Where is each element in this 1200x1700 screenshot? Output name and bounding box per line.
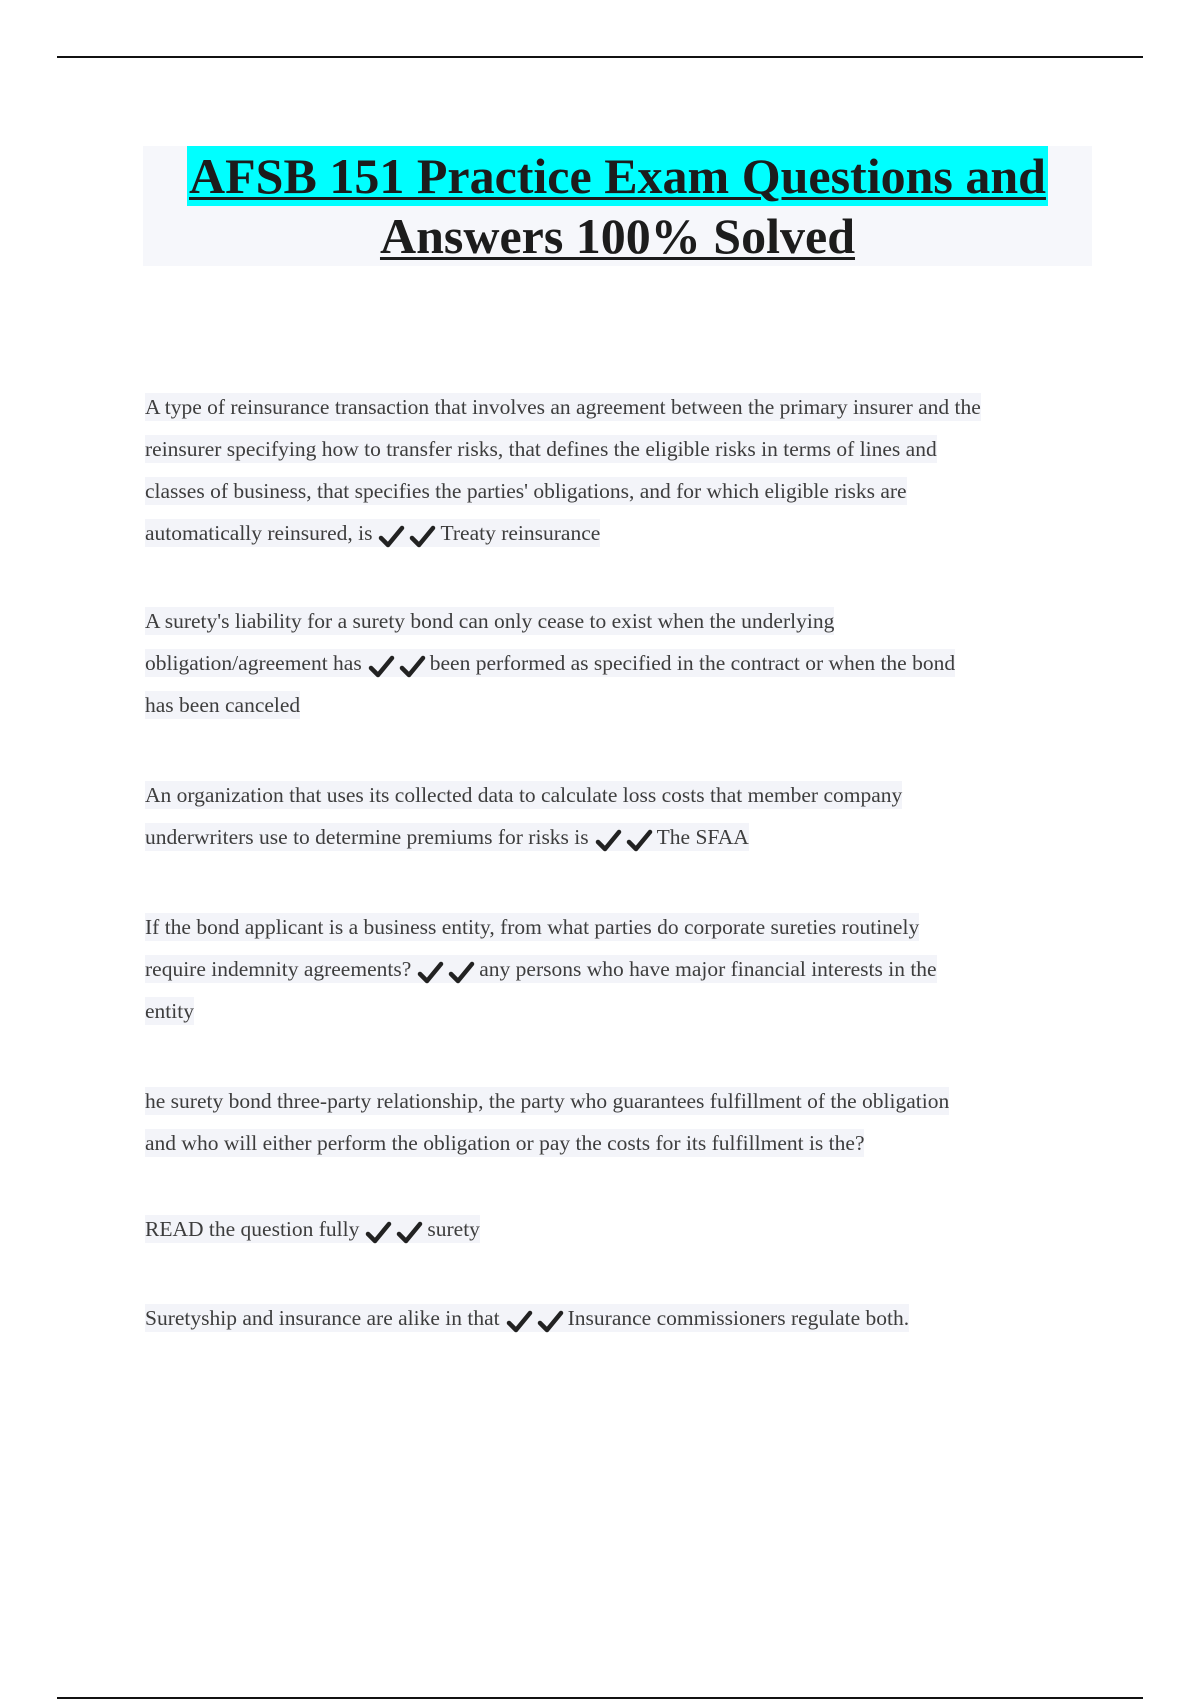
bottom-rule [57, 1697, 1143, 1699]
double-checkmark-icon [368, 644, 428, 686]
qa-item-2 [145, 600, 1095, 726]
question-text: READ the question fully [145, 1217, 360, 1241]
question-text: A type of reinsurance transaction that involves an agreement between the primary insurer and the [145, 395, 981, 419]
double-checkmark-icon [417, 950, 477, 992]
double-checkmark-icon [595, 818, 655, 860]
question-text: and who will either perform the obligation or pay the costs for its fulfillment is the? [145, 1131, 865, 1155]
answer-text: The SFAA [656, 825, 749, 849]
answer-text: been performed as specified in the contract or when the bond [429, 651, 956, 675]
double-checkmark-icon [378, 514, 438, 556]
double-checkmark-icon [365, 1210, 425, 1252]
title-line-1: AFSB 151 Practice Exam Questions and [189, 148, 1046, 204]
question-text: An organization that uses its collected data to calculate loss costs that member company [145, 783, 903, 807]
answer-text: Treaty reinsurance [440, 521, 601, 545]
qa-item-5 [145, 1080, 1095, 1164]
answer-text: entity [145, 999, 194, 1023]
question-text: underwriters use to determine premiums for risks is [145, 825, 589, 849]
question-text: require indemnity agreements? [145, 957, 412, 981]
question-text: obligation/agreement has [145, 651, 362, 675]
answer-text: any persons who have major financial interests in the [479, 957, 937, 981]
question-text: he surety bond three-party relationship, the party who guarantees fulfillment of the obligation [145, 1089, 950, 1113]
top-rule [57, 56, 1143, 58]
title-line-2: Answers 100% Solved [379, 208, 856, 264]
question-text: A surety's liability for a surety bond can only cease to exist when the underlying [145, 609, 835, 633]
question-text: If the bond applicant is a business entity, from what parties do corporate sureties routinely [145, 915, 920, 939]
question-text: automatically reinsured, is [145, 521, 373, 545]
answer-text: surety [427, 1217, 480, 1241]
qa-item-7 [145, 1297, 1095, 1339]
double-checkmark-icon [506, 1299, 566, 1341]
answer-text: has been canceled [145, 693, 301, 717]
answer-text: Insurance commissioners regulate both. [567, 1306, 910, 1330]
question-text: classes of business, that specifies the parties' obligations, and for which eligible risks are [145, 479, 907, 503]
qa-item-4 [145, 906, 1095, 1032]
qa-item-3 [145, 774, 1095, 858]
qa-item-6 [145, 1208, 1095, 1250]
question-text: Suretyship and insurance are alike in that [145, 1306, 500, 1330]
question-text: reinsurer specifying how to transfer risks, that defines the eligible risks in terms of lines and [145, 437, 937, 461]
document-title [143, 146, 1092, 266]
qa-item-1 [145, 386, 1095, 554]
